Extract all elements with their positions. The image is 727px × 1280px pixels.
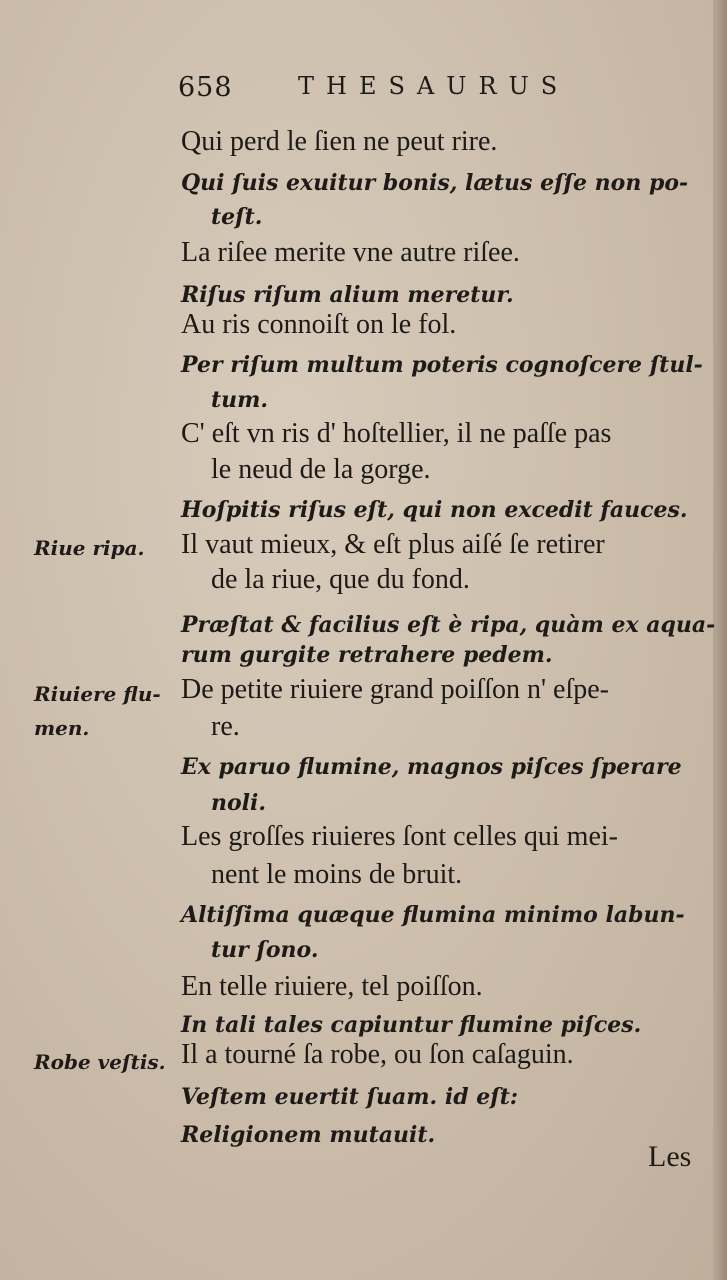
text-line: tum.	[211, 387, 269, 413]
running-title: THESAURUS	[298, 72, 570, 100]
text-line: le neud de la gorge.	[211, 454, 431, 485]
margin-note: men.	[34, 716, 90, 740]
text-line: La riſee merite vne autre riſee.	[181, 237, 520, 268]
text-line: Ex paruo flumine, magnos piſces ſperare	[181, 754, 682, 780]
text-line: Il vaut mieux, & eſt plus aiſé ſe retirer	[181, 529, 605, 560]
text-line: Veſtem euertit ſuam. id eſt:	[181, 1084, 518, 1110]
text-line: nent le moins de bruit.	[211, 859, 463, 890]
text-line: de la riue, que du fond.	[211, 564, 470, 595]
text-line: In tali tales capiuntur flumine piſces.	[181, 1012, 642, 1038]
margin-note: Robe veſtis.	[34, 1050, 166, 1074]
text-line: De petite riuiere grand poiſſon n' eſpe-	[181, 674, 609, 705]
text-line: Per riſum multum poteris cognoſcere ſtul-	[181, 352, 703, 378]
text-line: rum gurgite retrahere pedem.	[181, 642, 553, 668]
text-line: Hoſpitis riſus eſt, qui non excedit fauces.	[181, 497, 688, 523]
text-line: Au ris connoiſt on le fol.	[181, 309, 457, 340]
page-edge	[713, 0, 727, 1280]
text-line: re.	[211, 711, 240, 742]
text-line: Qui ſuis exuitur bonis, lætus eſſe non po-	[181, 170, 689, 196]
text-line: noli.	[211, 790, 267, 816]
text-line: C' eſt vn ris d' hoſtellier, il ne paſſe pas	[181, 418, 612, 449]
text-line: Les groſſes riuieres ſont celles qui mei-	[181, 821, 618, 852]
text-line: Riſus riſum alium meretur.	[181, 282, 514, 308]
text-line: Qui perd le ſien ne peut rire.	[181, 126, 498, 157]
page-number: 658	[178, 72, 233, 103]
text-line: Altiſſima quæque flumina minimo labun-	[181, 902, 685, 928]
catchword: Les	[648, 1140, 692, 1173]
text-line: Præſtat & facilius eſt è ripa, quàm ex aqua-	[181, 612, 716, 638]
margin-note: Riue ripa.	[34, 536, 145, 560]
text-line: tur ſono.	[211, 937, 319, 963]
text-line: teſt.	[211, 204, 263, 230]
text-line: En telle riuiere, tel poiſſon.	[181, 971, 483, 1002]
text-line: Il a tourné ſa robe, ou ſon caſaguin.	[181, 1039, 574, 1070]
text-line: Religionem mutauit.	[181, 1122, 436, 1148]
margin-note: Riuiere flu-	[34, 682, 161, 706]
